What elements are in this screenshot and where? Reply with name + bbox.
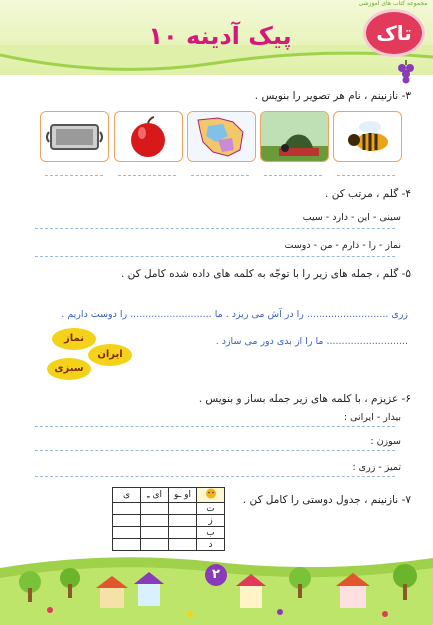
word-bubble-namaz: نماز (52, 328, 96, 350)
table-cell[interactable] (169, 503, 197, 515)
q4-words-2: نماز - را - دارم - من - دوست (284, 240, 401, 251)
answer-line-2[interactable] (118, 175, 176, 176)
bee-picture (333, 111, 402, 162)
answer-line-1[interactable] (45, 175, 103, 176)
table-header: ای ـِ (141, 488, 169, 503)
word-bubble-sabzi: سبزی (47, 358, 91, 380)
grapes-icon (393, 60, 419, 86)
page-number: ۲ (205, 564, 227, 586)
smiley-icon (204, 488, 218, 499)
q4-answer-line-1[interactable] (35, 228, 395, 229)
word-bubble-iran: ایران (88, 344, 132, 366)
table-row-letter: ب (197, 527, 225, 539)
bee-icon (334, 112, 401, 161)
q6-word-1: بیدار - ایرانی : (343, 412, 401, 423)
table-cell[interactable] (141, 503, 169, 515)
answer-line-3[interactable] (191, 175, 249, 176)
tray-icon (41, 112, 108, 161)
praying-icon (261, 112, 328, 161)
table-cell[interactable] (113, 527, 141, 539)
apple-picture (114, 111, 183, 162)
table-cell[interactable] (141, 515, 169, 527)
page-title: پیک آدینه ۱۰ (148, 22, 292, 50)
q6-answer-line-2[interactable] (35, 450, 395, 451)
table-cell[interactable] (141, 527, 169, 539)
iran-map-icon (188, 112, 255, 161)
q6-answer-line-3[interactable] (35, 476, 395, 477)
table-header: او ـو (169, 488, 197, 503)
table-header: ی (113, 488, 141, 503)
q5-sentence-2: ........................... ما را از بدی دور می سازد . (215, 336, 408, 347)
table-cell[interactable] (113, 515, 141, 527)
footer-landscape (0, 548, 433, 625)
table-cell[interactable] (169, 515, 197, 527)
q6-word-2: سوزن : (370, 436, 401, 447)
q3-instruction: ۳- نازنینم ، نام هر تصویر را بنویس . (254, 90, 411, 102)
praying-picture (260, 111, 329, 162)
apple-icon (115, 112, 182, 161)
q7-instruction: ۷- نازنینم ، جدول دوستی را کامل کن . (242, 494, 411, 506)
q4-instruction: ۴- گلم ، مرتب کن . (325, 188, 411, 200)
q4-words-1: سینی - این - دارد - سیب (302, 212, 401, 223)
q5-sentence-1: زری ........................... را در آش می ریزد . ما ........................... را دوست داریم . (61, 309, 408, 320)
logo-subtitle: مجموعه کتاب های آموزشی (358, 0, 428, 7)
table-cell[interactable] (169, 527, 197, 539)
tak-logo: تاک (366, 12, 422, 54)
q6-word-3: تمیز - زری : (352, 462, 401, 473)
friendship-table (112, 487, 225, 551)
q6-instruction: ۶- عزیزم ، با کلمه های زیر جمله بساز و بنویس . (198, 393, 411, 405)
table-corner (197, 488, 225, 503)
q4-answer-line-2[interactable] (35, 256, 395, 257)
q6-answer-line-1[interactable] (35, 426, 395, 427)
table-row-letter: ت (197, 503, 225, 515)
answer-line-5[interactable] (337, 175, 395, 176)
tray-picture (40, 111, 109, 162)
table-row-letter: ز (197, 515, 225, 527)
table-row-letter: د (197, 539, 225, 551)
answer-line-4[interactable] (264, 175, 322, 176)
q5-instruction: ۵- گلم ، جمله های زیر را با توجّه به کلمه های داده شده کامل کن . (120, 268, 411, 280)
iran-map-picture (187, 111, 256, 162)
table-cell[interactable] (113, 503, 141, 515)
